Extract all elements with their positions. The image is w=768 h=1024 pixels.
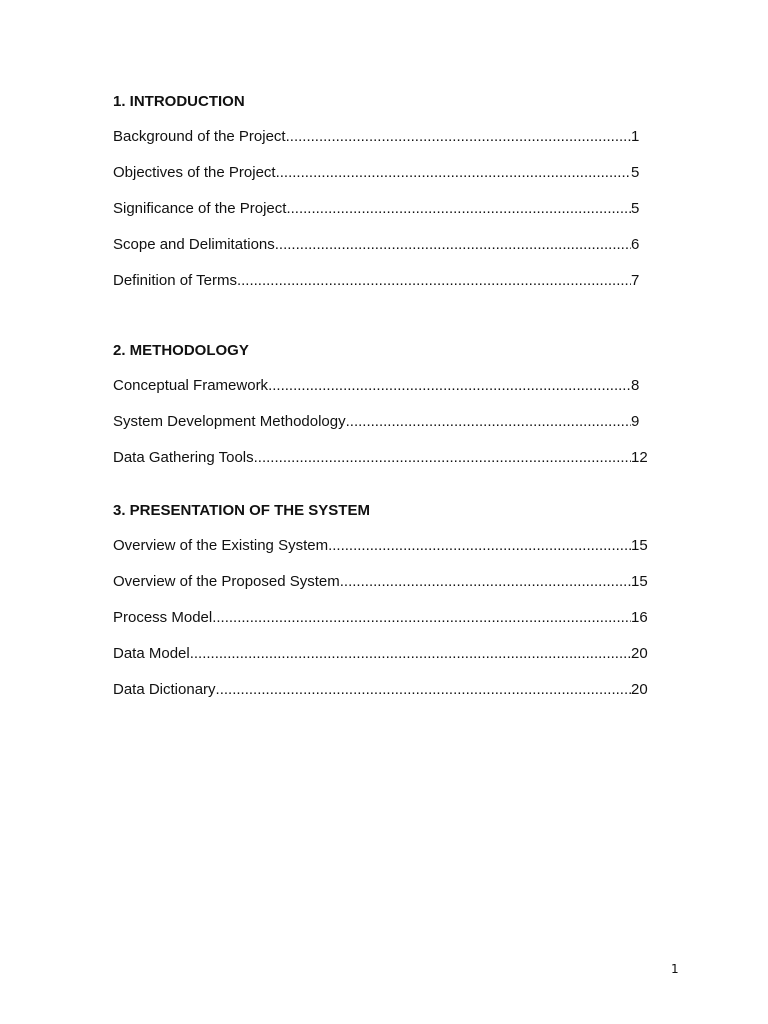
toc-entry <box>113 200 649 218</box>
toc-entry <box>113 377 649 395</box>
dot-leader <box>328 537 631 555</box>
toc-entry <box>113 236 649 254</box>
dot-leader <box>276 164 631 182</box>
section-entries <box>113 128 649 290</box>
toc-entry-label: Overview of the Proposed System <box>113 573 340 590</box>
toc-entry <box>113 128 649 146</box>
toc-section-introduction <box>113 93 649 308</box>
dot-leader <box>268 377 631 395</box>
toc-entry-page: 20 <box>631 681 648 698</box>
toc-entry <box>113 272 649 290</box>
toc-section-methodology <box>113 342 649 485</box>
toc-entry-page: 12 <box>631 449 648 466</box>
toc-entry <box>113 681 649 699</box>
toc-entry-page: 5 <box>631 164 640 181</box>
dot-leader <box>237 272 631 290</box>
toc-entry-page: 15 <box>631 573 648 590</box>
dot-leader <box>286 128 631 146</box>
toc-entry-label: Data Model <box>113 645 190 662</box>
toc-entry-label: Definition of Terms <box>113 272 237 289</box>
toc-entry-label: Significance of the Project <box>113 200 287 217</box>
toc-entry-label: System Development Methodology <box>113 413 346 430</box>
page-number: 1 <box>671 962 679 976</box>
dot-leader <box>275 236 631 254</box>
toc-entry-label: Overview of the Existing System <box>113 537 329 554</box>
section-heading: 3. PRESENTATION OF THE SYSTEM <box>113 502 370 519</box>
section-heading: 1. INTRODUCTION <box>113 93 245 110</box>
section-entries <box>113 537 649 699</box>
toc-entry-page: 8 <box>631 377 640 394</box>
toc-entry-page: 15 <box>631 537 648 554</box>
toc-entry-page: 1 <box>631 128 640 145</box>
dot-leader <box>216 681 631 699</box>
toc-entry-page: 9 <box>631 413 640 430</box>
dot-leader <box>286 200 631 218</box>
toc-entry-label: Objectives of the Project <box>113 164 276 181</box>
toc-entry <box>113 413 649 431</box>
dot-leader <box>346 413 631 431</box>
dot-leader <box>190 645 631 663</box>
toc-entry <box>113 449 649 467</box>
toc-entry-page: 7 <box>631 272 640 289</box>
toc-entry-label: Data Dictionary <box>113 681 216 698</box>
toc-section-presentation <box>113 502 649 717</box>
toc-entry <box>113 164 649 182</box>
toc-entry <box>113 609 649 627</box>
toc-entry <box>113 573 649 591</box>
toc-entry-page: 6 <box>631 236 640 253</box>
toc-entry-label: Conceptual Framework <box>113 377 269 394</box>
section-entries <box>113 377 649 467</box>
dot-leader <box>340 573 631 591</box>
toc-entry-page: 5 <box>631 200 640 217</box>
toc-entry-label: Scope and Delimitations <box>113 236 275 253</box>
toc-entry <box>113 537 649 555</box>
toc-entry-label: Process Model <box>113 609 213 626</box>
dot-leader <box>212 609 631 627</box>
toc-entry-page: 16 <box>631 609 648 626</box>
section-heading: 2. METHODOLOGY <box>113 342 249 359</box>
dot-leader <box>254 449 631 467</box>
toc-entry-page: 20 <box>631 645 648 662</box>
toc-entry <box>113 645 649 663</box>
toc-entry-label: Data Gathering Tools <box>113 449 254 466</box>
toc-entry-label: Background of the Project <box>113 128 286 145</box>
